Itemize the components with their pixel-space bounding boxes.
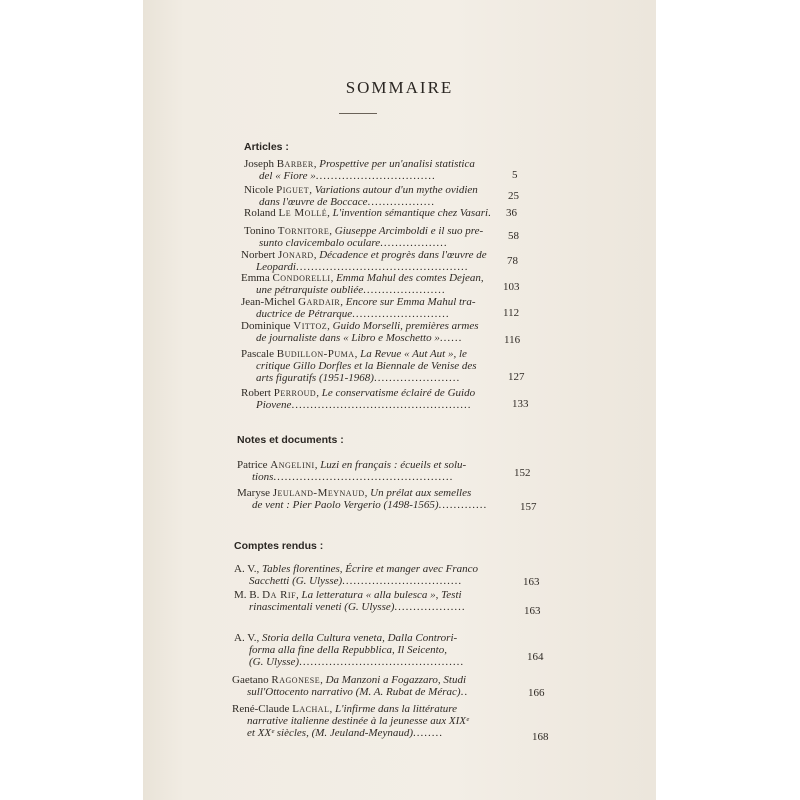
- page-number: 112: [503, 307, 520, 319]
- author-last: Budillon-Puma: [276, 348, 355, 360]
- entry-line-2: [234, 644, 464, 656]
- toc-entry: [244, 158, 475, 182]
- entry-title-cont: rinascimentali veneti (G. Ulysse): [249, 601, 395, 613]
- entry-line-1: [237, 459, 466, 471]
- author-first: Emma: [241, 272, 273, 284]
- toc-entry: [241, 320, 479, 344]
- entry-line-1: [241, 272, 484, 284]
- author-first: Norbert: [241, 249, 278, 261]
- leader-dots: ..: [460, 686, 469, 698]
- leader-dots: ........: [412, 727, 443, 739]
- author-first: Jean-Michel: [241, 296, 299, 308]
- leader-dots: ................................................: [273, 471, 454, 483]
- author-first: Roland: [244, 207, 279, 219]
- toc-entry: [234, 563, 478, 587]
- entry-title-cont: sull'Ottocento narrativo (M. A. Rubat de Mérac): [247, 686, 461, 698]
- page-number: 157: [520, 501, 537, 513]
- page-number: 163: [523, 576, 540, 588]
- author-last: Jonard: [277, 249, 314, 261]
- author-last: Angelini: [270, 459, 315, 471]
- leader-dots: ..................: [367, 196, 436, 208]
- entry-title-cont: arts figuratifs (1951-1968): [256, 372, 374, 384]
- entry-title-cont: Leopardi: [256, 261, 296, 273]
- toc-entry: [241, 272, 484, 296]
- entry-line-1: [244, 158, 475, 170]
- entry-title: , La letteratura « alla bulesca », Testi: [296, 589, 462, 601]
- entry-line-1: [241, 296, 476, 308]
- author-first: Joseph: [244, 158, 277, 170]
- entry-title-cont: Sacchetti (G. Ulysse): [249, 575, 343, 587]
- author-last: Da Rif: [262, 589, 297, 601]
- leader-dots: ................................: [315, 170, 436, 182]
- author-first: Robert: [241, 387, 274, 399]
- toc-entry: [241, 387, 475, 411]
- entry-title: , Le conservatisme éclairé de Guido: [316, 387, 476, 399]
- toc-entry: [232, 674, 468, 698]
- author-first: Nicole: [244, 184, 277, 196]
- entry-line-1: [241, 348, 467, 360]
- entry-line-1: [232, 674, 466, 686]
- author-first: Patrice: [237, 459, 271, 471]
- entry-line-2: [232, 715, 469, 727]
- entry-line-2: [237, 471, 466, 483]
- entry-title: , Encore sur Emma Mahul tra-: [340, 296, 476, 308]
- leader-dots: .............: [438, 499, 488, 511]
- entry-title: , Storia della Cultura veneta, Dalla Controri-: [256, 632, 458, 644]
- author-first: Pascale: [241, 348, 277, 360]
- entry-line-2: [232, 686, 468, 698]
- author-first: A. V.: [234, 563, 257, 575]
- entry-title-cont: de vent : Pier Paolo Vergerio (1498-1565): [252, 499, 439, 511]
- entry-line-2: [241, 332, 479, 344]
- author-last: Piguet: [276, 184, 310, 196]
- section-heading-notes: Notes et documents :: [237, 434, 344, 446]
- entry-title-cont: del « Fiore »: [259, 170, 316, 182]
- page-number: 163: [524, 605, 541, 617]
- toc-entry: [244, 225, 483, 249]
- entry-line-2: [241, 284, 484, 296]
- entry-line-2: [244, 237, 483, 249]
- author-last: Vittoz: [293, 320, 328, 332]
- leader-dots: ...................: [394, 601, 466, 613]
- author-first: René-Claude: [232, 703, 293, 715]
- author-first: Tonino: [244, 225, 278, 237]
- toc-entry: [237, 487, 487, 511]
- toc-entry: [241, 249, 487, 273]
- entry-title-cont: Piovene: [256, 399, 292, 411]
- author-first: Gaetano: [232, 674, 272, 686]
- leader-dots: ..................: [380, 237, 448, 249]
- entry-title: , Giuseppe Arcimboldi e il suo pre-: [329, 225, 484, 237]
- section-heading-articles: Articles :: [244, 141, 289, 153]
- entry-title: , L'invention sémantique chez Vasari: [327, 207, 489, 219]
- leader-dots: ......: [439, 332, 463, 344]
- page-number: 25: [508, 190, 519, 202]
- page-number: 78: [507, 255, 518, 267]
- author-first: M. B.: [234, 589, 263, 601]
- entry-line-2: [244, 170, 475, 182]
- leader-dots: ..........................: [352, 308, 450, 320]
- toc-entry: [232, 703, 469, 739]
- entry-line-1: [241, 249, 487, 261]
- author-last: Perroud: [273, 387, 317, 399]
- entry-line-2: [241, 360, 477, 372]
- page-number: 127: [508, 371, 525, 383]
- entry-line-3: [232, 727, 469, 739]
- entry-title-cont: forma alla fine della Repubblica, Il Seicento,: [249, 644, 447, 656]
- page-number: 5: [512, 169, 518, 181]
- entry-title: , Variations autour d'un mythe ovidien: [309, 184, 478, 196]
- toc-entry: [237, 459, 466, 483]
- entry-title-cont: narrative italienne destinée à la jeunesse aux XIXᵉ: [247, 715, 469, 727]
- section-heading-comptes: Comptes rendus :: [234, 540, 324, 552]
- leader-dots: .......................: [373, 372, 461, 384]
- leader-dots: ................................................: [291, 399, 472, 411]
- author-last: Le Mollé: [278, 207, 328, 219]
- toc-entry: [244, 207, 492, 219]
- entry-line-2: [234, 575, 478, 587]
- entry-title-cont: tions: [252, 471, 274, 483]
- toc-entry: [234, 589, 466, 613]
- entry-line-1: [234, 589, 462, 601]
- page-number: 133: [512, 398, 529, 410]
- entry-line-3: [241, 372, 477, 384]
- entry-line-1: [244, 207, 492, 219]
- entry-line-2: [241, 308, 476, 320]
- entry-line-2: [237, 499, 487, 511]
- entry-line-1: [232, 703, 457, 715]
- page-number: 166: [528, 687, 545, 699]
- entry-title-cont: sunto clavicembalo oculare: [259, 237, 381, 249]
- entry-title: , Da Manzoni a Fogazzaro, Studi: [320, 674, 467, 686]
- entry-title: , Tables florentines, Écrire et manger avec Franco: [256, 563, 479, 575]
- entry-line-1: [241, 320, 479, 332]
- entry-title: , Un prélat aux semelles: [364, 487, 472, 499]
- page-number: 103: [503, 281, 520, 293]
- author-last: Ragonese: [271, 674, 321, 686]
- entry-title: , Décadence et progrès dans l'œuvre de: [313, 249, 487, 261]
- entry-title: , Prospettive per un'analisi statistica: [313, 158, 475, 170]
- leader-dots: ..............................................: [295, 261, 469, 273]
- entry-line-1: [241, 387, 475, 399]
- entry-line-1: [234, 632, 457, 644]
- toc-entry: [241, 348, 477, 384]
- entry-title-cont: et XXᵉ siècles, (M. Jeuland-Meynaud): [247, 727, 413, 739]
- entry-title-cont: (G. Ulysse): [249, 656, 300, 668]
- entry-title: , L'infirme dans la littérature: [329, 703, 457, 715]
- entry-line-1: [237, 487, 471, 499]
- author-last: Gardair: [298, 296, 341, 308]
- page-number: 116: [504, 334, 521, 346]
- entry-title-cont: de journaliste dans « Libro e Moschetto »: [256, 332, 440, 344]
- entry-title: , La Revue « Aut Aut », le: [354, 348, 467, 360]
- entry-title-cont: ductrice de Pétrarque: [256, 308, 353, 320]
- entry-title: , Guido Morselli, premières armes: [327, 320, 479, 332]
- leader-dots: .: [488, 207, 492, 219]
- leader-dots: ......................: [363, 284, 446, 296]
- entry-title: , Luzi en français : écueils et solu-: [314, 459, 467, 471]
- entry-title-cont: critique Gillo Dorfles et la Biennale de Venise des: [256, 360, 477, 372]
- entry-line-1: [234, 563, 478, 575]
- toc-entry: [244, 184, 478, 208]
- author-last: Tornitore: [277, 225, 330, 237]
- page-number: 58: [508, 230, 519, 242]
- entry-line-2: [234, 601, 466, 613]
- toc-entry: [234, 632, 464, 668]
- entry-line-1: [244, 184, 478, 196]
- author-last: Lachal: [292, 703, 330, 715]
- entry-line-1: [244, 225, 483, 237]
- author-first: Maryse: [237, 487, 273, 499]
- page-number: 152: [514, 467, 531, 479]
- leader-dots: ................................: [342, 575, 463, 587]
- author-last: Jeuland-Meynaud: [272, 487, 365, 499]
- author-first: A. V.: [234, 632, 257, 644]
- title-rule: [339, 113, 377, 114]
- author-first: Dominique: [241, 320, 294, 332]
- entry-title-cont: une pétrarquiste oubliée: [256, 284, 364, 296]
- entry-title: , Emma Mahul des comtes Dejean,: [330, 272, 484, 284]
- entry-title-cont: dans l'œuvre de Boccace: [259, 196, 368, 208]
- page-number: 168: [532, 731, 549, 743]
- entry-line-3: [234, 656, 464, 668]
- author-last: Condorelli: [272, 272, 331, 284]
- page-number: 164: [527, 651, 544, 663]
- page-title: SOMMAIRE: [345, 78, 454, 97]
- toc-entry: [241, 296, 476, 320]
- author-last: Barber: [276, 158, 314, 170]
- entry-line-2: [241, 399, 475, 411]
- leader-dots: ............................................: [299, 656, 465, 668]
- page-number: 36: [506, 207, 517, 219]
